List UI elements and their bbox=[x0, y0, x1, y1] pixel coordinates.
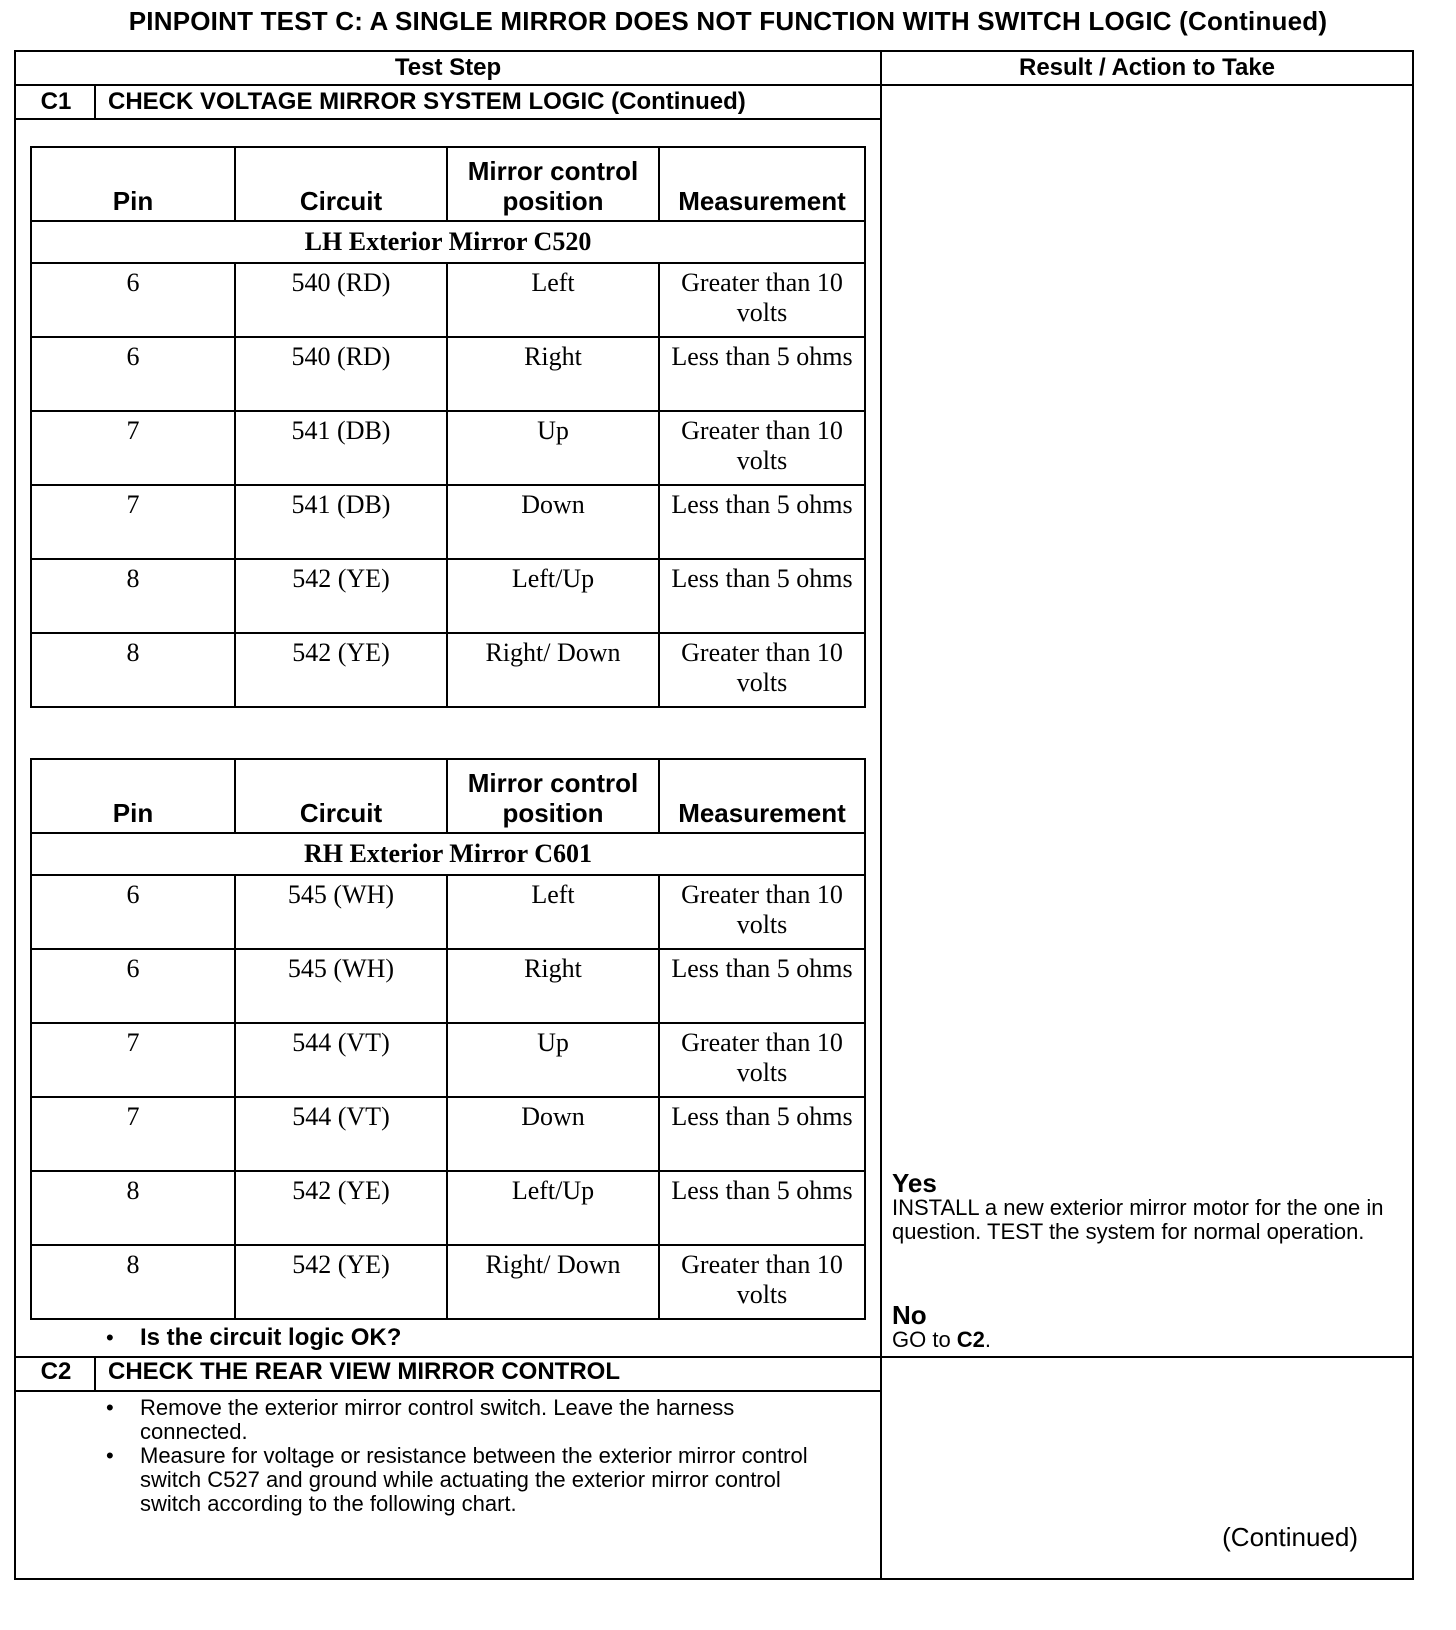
position-cell: Down bbox=[447, 1097, 659, 1171]
measurement-cell: Less than 5 ohms bbox=[659, 485, 865, 559]
position-cell: Up bbox=[447, 411, 659, 485]
position-cell: Down bbox=[447, 485, 659, 559]
no-action-suffix: . bbox=[984, 1327, 992, 1352]
pin-cell: 7 bbox=[31, 411, 235, 485]
circuit-cell: 540 (RD) bbox=[235, 337, 447, 411]
table-row bbox=[31, 1097, 865, 1171]
pin-cell: 6 bbox=[31, 263, 235, 337]
position-cell: Left/Up bbox=[447, 559, 659, 633]
pin-cell: 6 bbox=[31, 949, 235, 1023]
measurement-cell: Greater than 10 volts bbox=[659, 875, 865, 949]
position-cell: Right/ Down bbox=[447, 1245, 659, 1319]
test-step-header: Test Step bbox=[394, 54, 502, 81]
bullet-text: Remove the exterior mirror control switch. Leave the harness connected. bbox=[140, 1395, 735, 1444]
table-row bbox=[31, 633, 865, 707]
column-divider bbox=[880, 52, 882, 1578]
col-header-measurement: Measurement bbox=[659, 147, 865, 221]
pin-cell: 8 bbox=[31, 1245, 235, 1319]
bullet-text: Measure for voltage or resistance between the exterior mirror control switch C527 and ground while actuating the exterior mirror control switch according to the following chart. bbox=[140, 1443, 808, 1516]
step-id-c2: C2 bbox=[40, 1358, 72, 1385]
col-header-pin: Pin bbox=[31, 147, 235, 221]
circuit-cell: 544 (VT) bbox=[235, 1023, 447, 1097]
measurement-cell: Greater than 10 volts bbox=[659, 263, 865, 337]
c2-title-divider bbox=[16, 1390, 880, 1392]
measurement-cell: Greater than 10 volts bbox=[659, 633, 865, 707]
result-no bbox=[892, 1302, 1392, 1352]
group-row-rh: RH Exterior Mirror C601 bbox=[31, 833, 865, 875]
circuit-cell: 545 (WH) bbox=[235, 949, 447, 1023]
position-cell: Left bbox=[447, 263, 659, 337]
bullet-icon: • bbox=[106, 1325, 114, 1350]
step-title-c1: CHECK VOLTAGE MIRROR SYSTEM LOGIC (Continued) bbox=[108, 88, 746, 115]
circuit-cell: 540 (RD) bbox=[235, 263, 447, 337]
circuit-cell: 545 (WH) bbox=[235, 875, 447, 949]
pinpoint-test-table bbox=[14, 50, 1414, 1580]
col-header-measurement: Measurement bbox=[659, 759, 865, 833]
yes-label: Yes bbox=[892, 1168, 937, 1198]
col-header-circuit: Circuit bbox=[235, 147, 447, 221]
table-row bbox=[31, 263, 865, 337]
col-header-pin: Pin bbox=[31, 759, 235, 833]
pin-cell: 8 bbox=[31, 559, 235, 633]
group-row-lh: LH Exterior Mirror C520 bbox=[31, 221, 865, 263]
bullet-icon: • bbox=[106, 1443, 114, 1468]
circuit-cell: 542 (YE) bbox=[235, 633, 447, 707]
circuit-cell: 541 (DB) bbox=[235, 411, 447, 485]
circuit-cell: 541 (DB) bbox=[235, 485, 447, 559]
position-cell: Right bbox=[447, 949, 659, 1023]
position-cell: Up bbox=[447, 1023, 659, 1097]
circuit-cell: 542 (YE) bbox=[235, 1171, 447, 1245]
measurement-cell: Less than 5 ohms bbox=[659, 559, 865, 633]
bullet-icon: • bbox=[106, 1395, 114, 1420]
step-id-c1: C1 bbox=[40, 88, 72, 115]
pin-cell: 7 bbox=[31, 1097, 235, 1171]
result-header: Result / Action to Take bbox=[1018, 54, 1276, 81]
no-action-text bbox=[892, 1328, 1392, 1352]
measurement-cell: Less than 5 ohms bbox=[659, 1097, 865, 1171]
table-row bbox=[31, 1245, 865, 1319]
pin-cell: 7 bbox=[31, 485, 235, 559]
table-row bbox=[31, 559, 865, 633]
lh-mirror-spec-table bbox=[30, 146, 866, 708]
col-header-position: Mirror control position bbox=[447, 147, 659, 221]
c1-title-divider bbox=[16, 118, 880, 120]
position-cell: Left bbox=[447, 875, 659, 949]
rh-mirror-spec-table bbox=[30, 758, 866, 1320]
header-divider bbox=[16, 84, 1412, 86]
yes-action-text: INSTALL a new exterior mirror motor for the one in question. TEST the system for normal operation. bbox=[892, 1195, 1384, 1244]
col-header-position: Mirror control position bbox=[447, 759, 659, 833]
table-row bbox=[31, 337, 865, 411]
circuit-cell: 542 (YE) bbox=[235, 1245, 447, 1319]
position-cell: Left/Up bbox=[447, 1171, 659, 1245]
pin-cell: 8 bbox=[31, 633, 235, 707]
no-action-prefix: GO to bbox=[892, 1327, 957, 1352]
page-title: PINPOINT TEST C: A SINGLE MIRROR DOES NOT FUNCTION WITH SWITCH LOGIC (Continued) bbox=[128, 6, 1328, 36]
circuit-cell: 544 (VT) bbox=[235, 1097, 447, 1171]
go-to-c2-link[interactable]: C2 bbox=[956, 1327, 985, 1352]
measurement-cell: Less than 5 ohms bbox=[659, 1171, 865, 1245]
position-cell: Right bbox=[447, 337, 659, 411]
measurement-cell: Greater than 10 volts bbox=[659, 1023, 865, 1097]
pin-cell: 8 bbox=[31, 1171, 235, 1245]
circuit-cell: 542 (YE) bbox=[235, 559, 447, 633]
table-row bbox=[31, 411, 865, 485]
pin-cell: 6 bbox=[31, 337, 235, 411]
table-row bbox=[31, 949, 865, 1023]
table-row bbox=[31, 1171, 865, 1245]
col-header-circuit: Circuit bbox=[235, 759, 447, 833]
table-row bbox=[31, 1023, 865, 1097]
pin-cell: 7 bbox=[31, 1023, 235, 1097]
no-label: No bbox=[892, 1300, 927, 1330]
question-text: Is the circuit logic OK? bbox=[140, 1324, 402, 1351]
step-title-c2: CHECK THE REAR VIEW MIRROR CONTROL bbox=[108, 1358, 620, 1385]
table-row bbox=[31, 485, 865, 559]
pin-cell: 6 bbox=[31, 875, 235, 949]
measurement-cell: Greater than 10 volts bbox=[659, 1245, 865, 1319]
measurement-cell: Greater than 10 volts bbox=[659, 411, 865, 485]
result-yes bbox=[892, 1170, 1392, 1244]
table-row bbox=[31, 875, 865, 949]
position-cell: Right/ Down bbox=[447, 633, 659, 707]
continued-footer: (Continued) bbox=[1222, 1522, 1358, 1552]
measurement-cell: Less than 5 ohms bbox=[659, 337, 865, 411]
measurement-cell: Less than 5 ohms bbox=[659, 949, 865, 1023]
